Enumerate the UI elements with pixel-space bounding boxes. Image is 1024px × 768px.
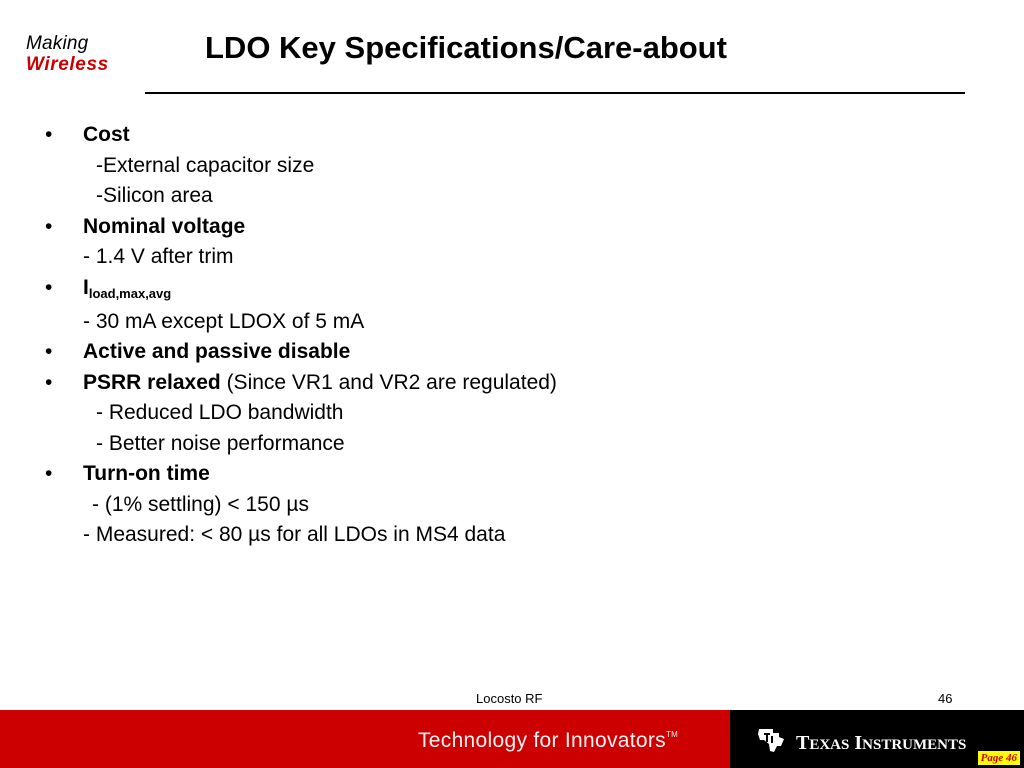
- trademark-mark: TM: [665, 730, 679, 739]
- bullet-heading: [83, 273, 945, 307]
- bullet-heading: Cost: [83, 123, 130, 146]
- wordmark-exas: EXAS: [809, 737, 850, 753]
- wordmark-i: I: [854, 732, 863, 754]
- tagline-text: [418, 729, 678, 753]
- brand-bar: [0, 710, 1024, 768]
- bullet-heading: PSRR relaxed: [83, 370, 221, 394]
- bullet-item-psrr: [45, 368, 945, 460]
- bullet-marker: •: [45, 214, 53, 238]
- bullet-heading: Nominal voltage: [83, 214, 246, 238]
- bullet-subline: -Silicon area: [96, 184, 213, 207]
- bullet-item-cost: [45, 120, 945, 212]
- footer-presentation-name: Locosto RF: [476, 691, 543, 706]
- logo-wireless-text: Wireless: [26, 54, 109, 75]
- wordmark-nstruments: NSTRUMENTS: [862, 737, 967, 753]
- bullet-marker: •: [45, 123, 53, 146]
- tagline-main: Technology for Innovators: [418, 729, 666, 752]
- bullet-item-disable: [45, 337, 945, 368]
- bullet-marker: •: [45, 462, 53, 485]
- bullet-subline: -External capacitor size: [96, 153, 315, 177]
- bullet-heading: Active and passive disable: [83, 340, 351, 363]
- footer-page-number: 46: [938, 691, 953, 706]
- iload-symbol: I: [83, 275, 89, 299]
- bullet-subline: - Reduced LDO bandwidth: [96, 401, 344, 424]
- brand-bar-red-section: [0, 710, 730, 768]
- bullet-heading-line: [83, 368, 945, 399]
- bullet-subline: - Measured: < 80 µs for all LDOs in MS4 data: [83, 523, 506, 546]
- logo-making-text: Making: [26, 33, 89, 54]
- bullet-item-turn-on-time: [45, 459, 945, 551]
- slide-title: LDO Key Specifications/Care-about: [205, 30, 727, 65]
- iload-subscript: load,max,avg: [88, 285, 172, 301]
- page-label: Page 46: [978, 751, 1020, 765]
- bullet-subline: - Better noise performance: [96, 431, 345, 455]
- bullet-heading-note: (Since VR1 and VR2 are regulated): [220, 370, 557, 394]
- bullet-marker: •: [45, 275, 53, 299]
- wordmark-t: T: [796, 732, 810, 754]
- bullet-item-iload: [45, 273, 945, 338]
- bullet-item-nominal-voltage: [45, 212, 945, 273]
- bullet-marker: •: [45, 370, 53, 394]
- title-divider: [145, 92, 965, 94]
- bullet-subline: - 1.4 V after trim: [83, 245, 234, 268]
- texas-instruments-logo-icon: [756, 726, 786, 754]
- texas-instruments-wordmark: [796, 732, 966, 755]
- making-wireless-logo: [26, 34, 146, 74]
- bullet-marker: •: [45, 340, 53, 363]
- slide-content: [45, 120, 945, 551]
- bullet-subline: - 30 mA except LDOX of 5 mA: [83, 309, 365, 333]
- bullet-subline: - (1% settling) < 150 µs: [92, 492, 309, 516]
- bullet-heading: Turn-on time: [83, 462, 210, 485]
